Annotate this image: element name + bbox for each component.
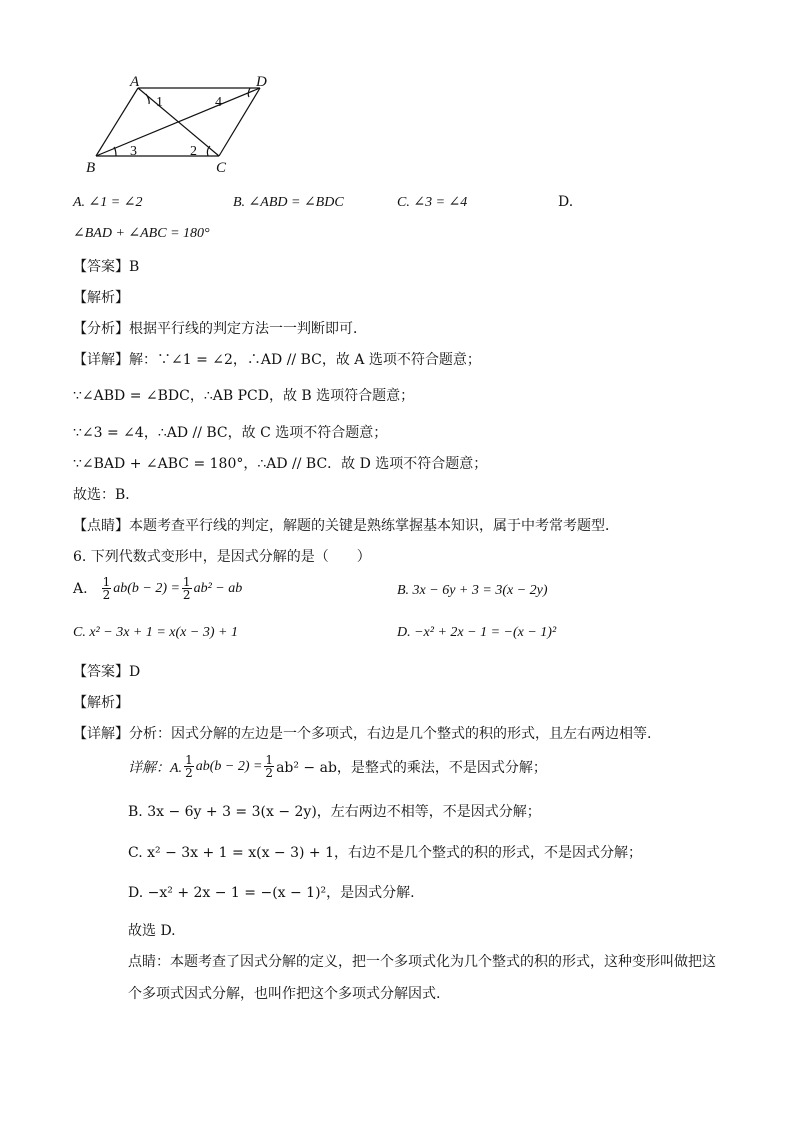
fraction-half [102, 576, 112, 601]
vertex-label-d: D [256, 74, 267, 90]
q6-step-a-mid: ab(b − 2) = [195, 758, 263, 774]
q6-note-line-2: 个多项式因式分解，也叫作把这个多项式分解因式. [128, 986, 441, 1002]
q5-dianjing: 【点睛】本题考查平行线的判定，解题的关键是熟练掌握基本知识，属于中考常考题型． [73, 518, 619, 534]
fraction-half-3 [184, 754, 194, 779]
vertex-label-a: A [130, 74, 140, 90]
q6-option-a-right: ab² − ab [193, 580, 243, 596]
fraction-den: 2 [265, 766, 274, 780]
q5-answer: 【答案】B [73, 259, 140, 275]
q6-option-c: C. x² − 3x + 1 = x(x − 3) + 1 [73, 625, 238, 640]
q6-step-a-prefix: 详解：A. [128, 760, 183, 776]
fraction-half-2 [182, 576, 192, 601]
q6-answer: 【答案】D [73, 664, 141, 680]
fraction-num: 1 [182, 575, 191, 589]
angle-label-2: 2 [190, 144, 197, 159]
fraction-num: 1 [265, 753, 274, 767]
q6-step-c: C. x² − 3x + 1 = x(x − 3) + 1，右边不是几个整式的积的形式，不是因式分解； [128, 845, 643, 861]
q6-option-a-left: ab(b − 2) = [113, 580, 180, 596]
q5-choose: 故选：B． [73, 487, 140, 503]
fraction-half-4 [264, 754, 274, 779]
q5-option-d-letter: D. [558, 194, 574, 210]
angle-label-1: 1 [156, 95, 163, 110]
q6-step-choose: 故选 D. [128, 923, 176, 939]
q5-fenxi: 【分析】根据平行线的判定方法一一判断即可． [73, 321, 367, 337]
q5-option-a: A. ∠1 = ∠2 [73, 195, 143, 210]
q5-option-d: ∠BAD + ∠ABC = 180° [73, 226, 210, 241]
q5-detail-4: ∵∠BAD + ∠ABC = 180°，∴AD // BC．故 D 选项不符合题意； [73, 456, 488, 472]
fraction-den: 2 [102, 588, 111, 602]
q5-detail-2: ∵∠ABD = ∠BDC，∴AB PCD，故 B 选项符合题意； [73, 388, 415, 404]
q6-step-d: D. −x² + 2x − 1 = −(x − 1)²，是因式分解. [128, 885, 415, 901]
q6-option-a-letter: A. [73, 580, 88, 597]
q5-option-c: C. ∠3 = ∠4 [397, 195, 468, 210]
vertex-label-c: C [216, 160, 227, 176]
q5-detail-3: ∵∠3 = ∠4，∴AD // BC，故 C 选项不符合题意； [73, 425, 388, 441]
q6-step-a [128, 754, 547, 779]
q6-detail-head: 【详解】分析：因式分解的左边是一个多项式，右边是几个整式的积的形式，且左右两边相等. [73, 726, 652, 742]
parallelogram-figure [80, 70, 290, 180]
angle-label-4: 4 [215, 95, 222, 110]
q6-option-b: B. 3x − 6y + 3 = 3(x − 2y) [397, 583, 548, 598]
fraction-den: 2 [185, 766, 193, 780]
q6-option-d: D. −x² + 2x − 1 = −(x − 1)² [397, 625, 557, 640]
vertex-label-b: B [86, 160, 96, 176]
q5-detail-1: 【详解】解：∵∠1 = ∠2，∴AD // BC，故 A 选项不符合题意； [73, 352, 481, 368]
q6-option-a [73, 576, 242, 601]
angle-label-3: 3 [130, 144, 137, 159]
q6-note-line-1: 点睛：本题考查了因式分解的定义，把一个多项式化为几个整式的积的形式，这种变形叫做把这 [128, 954, 716, 970]
q6-step-a-end: ab² − ab，是整式的乘法，不是因式分解； [276, 759, 547, 776]
q6-step-b: B. 3x − 6y + 3 = 3(x − 2y)，左右两边不相等，不是因式分解； [128, 804, 541, 820]
q6-stem: 6. 下列代数式变形中，是因式分解的是（ ） [73, 549, 371, 565]
fraction-den: 2 [182, 588, 191, 602]
q6-analysis-heading: 【解析】 [73, 695, 129, 711]
q5-option-b: B. ∠ABD = ∠BDC [233, 195, 344, 210]
q5-analysis-heading: 【解析】 [73, 290, 129, 306]
fraction-num: 1 [185, 753, 193, 767]
fraction-num: 1 [102, 575, 111, 589]
